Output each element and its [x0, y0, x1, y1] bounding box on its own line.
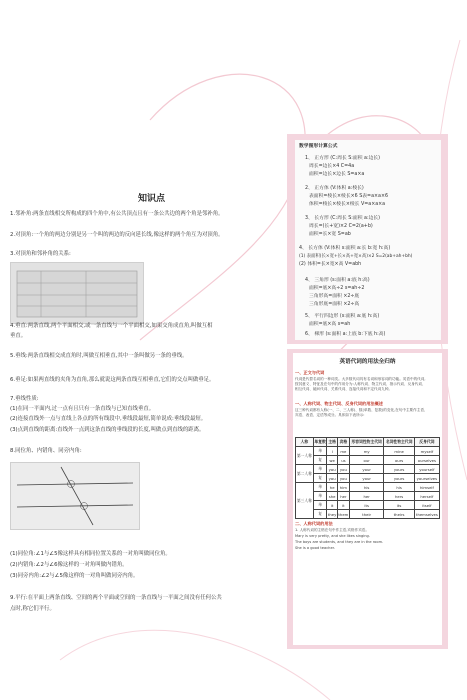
table-cell: their: [349, 510, 384, 519]
pronoun-table: [295, 437, 440, 519]
pronoun-panel: [287, 349, 448, 649]
table-cell: he: [327, 483, 337, 492]
paragraph-perpendicular-cont: 垂直。: [10, 333, 27, 339]
table-cell: I: [327, 447, 337, 456]
table-cell: him: [337, 483, 349, 492]
paragraph-parallel-cont: 点时,称它们平行。: [10, 606, 55, 612]
table-cell: they: [327, 511, 337, 517]
table-cell: our: [349, 456, 384, 465]
table-header: 单复数: [313, 438, 327, 447]
angles-diagram-photo: [10, 462, 140, 530]
paragraph-adjacent-supplementary: 1.邻补角:两条直线相交所构成的四个角中,有公共顶点且有一条公共边的两个角是邻补角。: [10, 211, 224, 217]
paragraph-perpendicular-properties: 7.垂线性质:: [10, 396, 39, 402]
table-header: 人称: [296, 438, 314, 447]
outro-line: Mary is very pretty, and she likes singing.: [295, 534, 370, 538]
table-cell: ourselves: [414, 456, 439, 465]
formula-line: 面积=长×宽 S=ab: [309, 232, 351, 237]
table-row: [296, 456, 440, 465]
table-cell: my: [349, 447, 384, 456]
table-cell: yourself: [414, 465, 439, 474]
table-cell: it: [327, 501, 337, 510]
table-header: 形容词性物主代词: [349, 438, 384, 447]
formula-line: 周长=边长×4 C=4a: [309, 164, 355, 169]
corresponding-angles: (1)同位角:∠1与∠5像这样具有相同位置关系的一对角叫做同位角。: [10, 551, 171, 557]
table-cell: 单: [313, 465, 327, 474]
table-header: 反身代词: [414, 438, 439, 447]
table-header: 主格: [327, 438, 337, 447]
table-cell: ours: [384, 456, 414, 465]
formula-line: 5、 平行四边形 (s:面积 a:底 h:高): [305, 314, 380, 319]
angles-diagram-image: [11, 463, 139, 529]
relation-table-image: [11, 263, 143, 323]
outro-line: She is a good teacher.: [295, 546, 335, 550]
paragraph-perpendicular: 4.垂直:两条直线,两个平面相交,或一条直线与一个平面相交,如果交角成直角,叫做互相: [10, 323, 213, 329]
table-cell: you: [328, 475, 336, 481]
formula-line: (1) 表面积(长×宽+长×高+宽×高)×2 S=2(ab+ah+bh): [299, 254, 413, 259]
paragraph-angle-types: 8.同位角、内错角、同旁内角:: [10, 448, 82, 454]
formula-line: 三角形高=面积 ×2÷底: [309, 294, 360, 299]
table-cell: its: [384, 501, 414, 510]
table-cell: you: [337, 474, 349, 483]
table-cell: 第三人称: [296, 483, 314, 519]
paragraph-parallel: 9.平行:在平面上两条直线、空间的两个平面或空间的一条直线与一平面之间没有任何公共: [10, 595, 222, 601]
table-row: [296, 483, 440, 492]
relation-table-photo: [10, 262, 144, 324]
formula-line: 面积=底×高÷2 s=ah÷2: [309, 286, 365, 291]
table-cell: your: [349, 465, 384, 474]
table-cell: 复: [313, 456, 327, 465]
table-cell: 单: [313, 447, 327, 456]
table-row: [296, 465, 440, 474]
table-row: [296, 474, 440, 483]
table-cell: 复: [313, 510, 327, 519]
outro-line: The boys are students, and they are in the room.: [295, 540, 384, 544]
table-cell: me: [337, 447, 349, 456]
table-cell: itself: [414, 501, 439, 510]
table-cell: your: [349, 474, 384, 483]
table-cell: 复: [313, 474, 327, 483]
paragraph-perpendicular-line: 5.垂线:两条直线相交成直角时,叫做互相垂直,其中一条叫做另一条的垂线。: [10, 353, 188, 359]
intro-line: 这三种代词都有人称(一、二、三人称)、数(单数、复数)的变化,在句中主要作主语、: [295, 408, 428, 412]
table-cell: yourselves: [414, 474, 439, 483]
table-cell: 单: [313, 483, 327, 492]
table-cell: hers: [384, 492, 414, 501]
table-cell: her: [349, 492, 384, 501]
table-cell: 第一人称: [296, 447, 314, 465]
outro-line: 1. 人称代词的主格在句中作主语,宾格作宾语。: [295, 528, 369, 532]
knowledge-title: 知识点: [138, 194, 166, 204]
paragraph-vertical-angles: 2.对顶角:一个角的两边分别是另一个叫的两边的反向延长线,像这样的两个角互为对顶角。: [10, 232, 224, 238]
alternate-interior-angles: (2)内错角:∠2与∠6像这样的一对角叫做内错角。: [10, 562, 128, 568]
property-2: (2)连接直线外一点与直线上各点的所有线段中,垂线段最短,简单说成:垂线段最短。: [10, 416, 207, 422]
table-cell: you: [337, 465, 349, 474]
table-cell: 第二人称: [296, 465, 314, 483]
table-cell: herself: [414, 492, 439, 501]
table-cell: 单: [313, 501, 327, 510]
table-cell: we: [327, 456, 337, 465]
table-header: 宾格: [337, 438, 349, 447]
formula-line: 周长=(长+宽)×2 C=2(a+b): [309, 224, 373, 229]
table-cell: myself: [414, 447, 439, 456]
formula-line: 3、 长方形 (C:周长 S:面积 a:边长): [305, 216, 381, 221]
table-cell: its: [349, 501, 384, 510]
section-heading: 一、正文与代词: [295, 370, 325, 375]
formula-panel: [287, 134, 448, 344]
formula-line: 体积=棱长×棱长×棱长 V=a×a×a: [309, 202, 386, 207]
table-row: [296, 492, 440, 501]
formula-line: 6、 梯形 (s:面积 a:上底 b:下底 h:高): [305, 332, 386, 337]
table-cell: himself: [414, 483, 439, 492]
table-cell: it: [337, 501, 349, 510]
table-cell: themselves: [415, 511, 438, 517]
table-cell: she: [328, 493, 336, 499]
table-header: 名词性物主代词: [384, 438, 414, 447]
table-row: [296, 501, 440, 510]
formula-line: (2) 体积=长×宽×高 V=abh: [299, 262, 362, 267]
intro-line: 按其意义、特征及在句中的作用分为:人称代词、物主代词、指示代词、反身代词、: [295, 382, 426, 386]
formula-title: 数学图形计算公式: [299, 144, 338, 149]
paragraph-foot-of-perpendicular: 6.垂足:如果两直线的夹角为直角,那么就说这两条直线互相垂直,它们的交点叫做垂足。: [10, 377, 215, 383]
table-cell: her: [337, 492, 349, 501]
same-side-interior-angles: (3)同旁内角:∠2与∠5像这样的一对角叫做同旁内角。: [10, 573, 139, 579]
table-cell: his: [349, 483, 384, 492]
table-row: [296, 510, 440, 519]
intro-line: 宾语、表语、定语等成分。具体如下表所示:: [295, 413, 365, 417]
paragraph-relation-heading: 3.对顶角和邻补角的关系:: [10, 251, 71, 257]
table-cell: 单: [313, 492, 327, 501]
table-cell: you: [328, 466, 336, 472]
table-cell: us: [337, 456, 349, 465]
formula-line: 4、 三角形 (s:面积 a:底 h:高): [305, 278, 370, 283]
formula-line: 2、 正方体 (V:体积 a:棱长): [305, 186, 364, 191]
section-heading: 一、人称代词、物主代词、反身代词的用法概述: [295, 401, 383, 406]
property-1: (1)在同一平面内,过一点有且只有一条直线与已知直线垂直。: [10, 406, 155, 412]
table-cell: them: [338, 511, 349, 517]
formula-line: 面积=边长×边长 S=a×a: [309, 172, 365, 177]
table-header-row: [296, 438, 440, 447]
table-row: [296, 447, 440, 456]
table-cell: yours: [384, 465, 414, 474]
formula-line: 三角形底=面积 ×2÷高: [309, 302, 360, 307]
formula-line: 4、 长方体 (V:体积 s:面积 a:长 b:宽 h:高): [299, 246, 391, 251]
formula-line: 表面积=棱长×棱长×6 S表=a×a×6: [309, 194, 389, 199]
intro-line: 相互代词、疑问代词、关系代词、连接代词和不定代词九种。: [295, 387, 393, 391]
table-cell: yours: [384, 474, 414, 483]
table-cell: theirs: [384, 510, 414, 519]
formula-line: 1、 正方形 (C:周长 S:面积 a:边长): [305, 156, 381, 161]
formula-line: 面积=底×高 s=ah: [309, 322, 351, 327]
property-3: (3)点到直线的距离:直线外一点到这条直线的垂线段的长度,叫做点到直线的距离。: [10, 427, 205, 433]
pronoun-title: 英语代词的用法全归纳: [339, 359, 396, 365]
intro-line: 代词是代替名词的一种词类。大多数代词具有名词和形容词的功能。英语中的代词,: [295, 377, 426, 381]
pronoun-card: [293, 353, 442, 645]
table-cell: mine: [384, 447, 414, 456]
table-cell: his: [384, 483, 414, 492]
section-heading: 二、人称代词的用法: [295, 521, 333, 526]
formula-card: [295, 140, 441, 340]
